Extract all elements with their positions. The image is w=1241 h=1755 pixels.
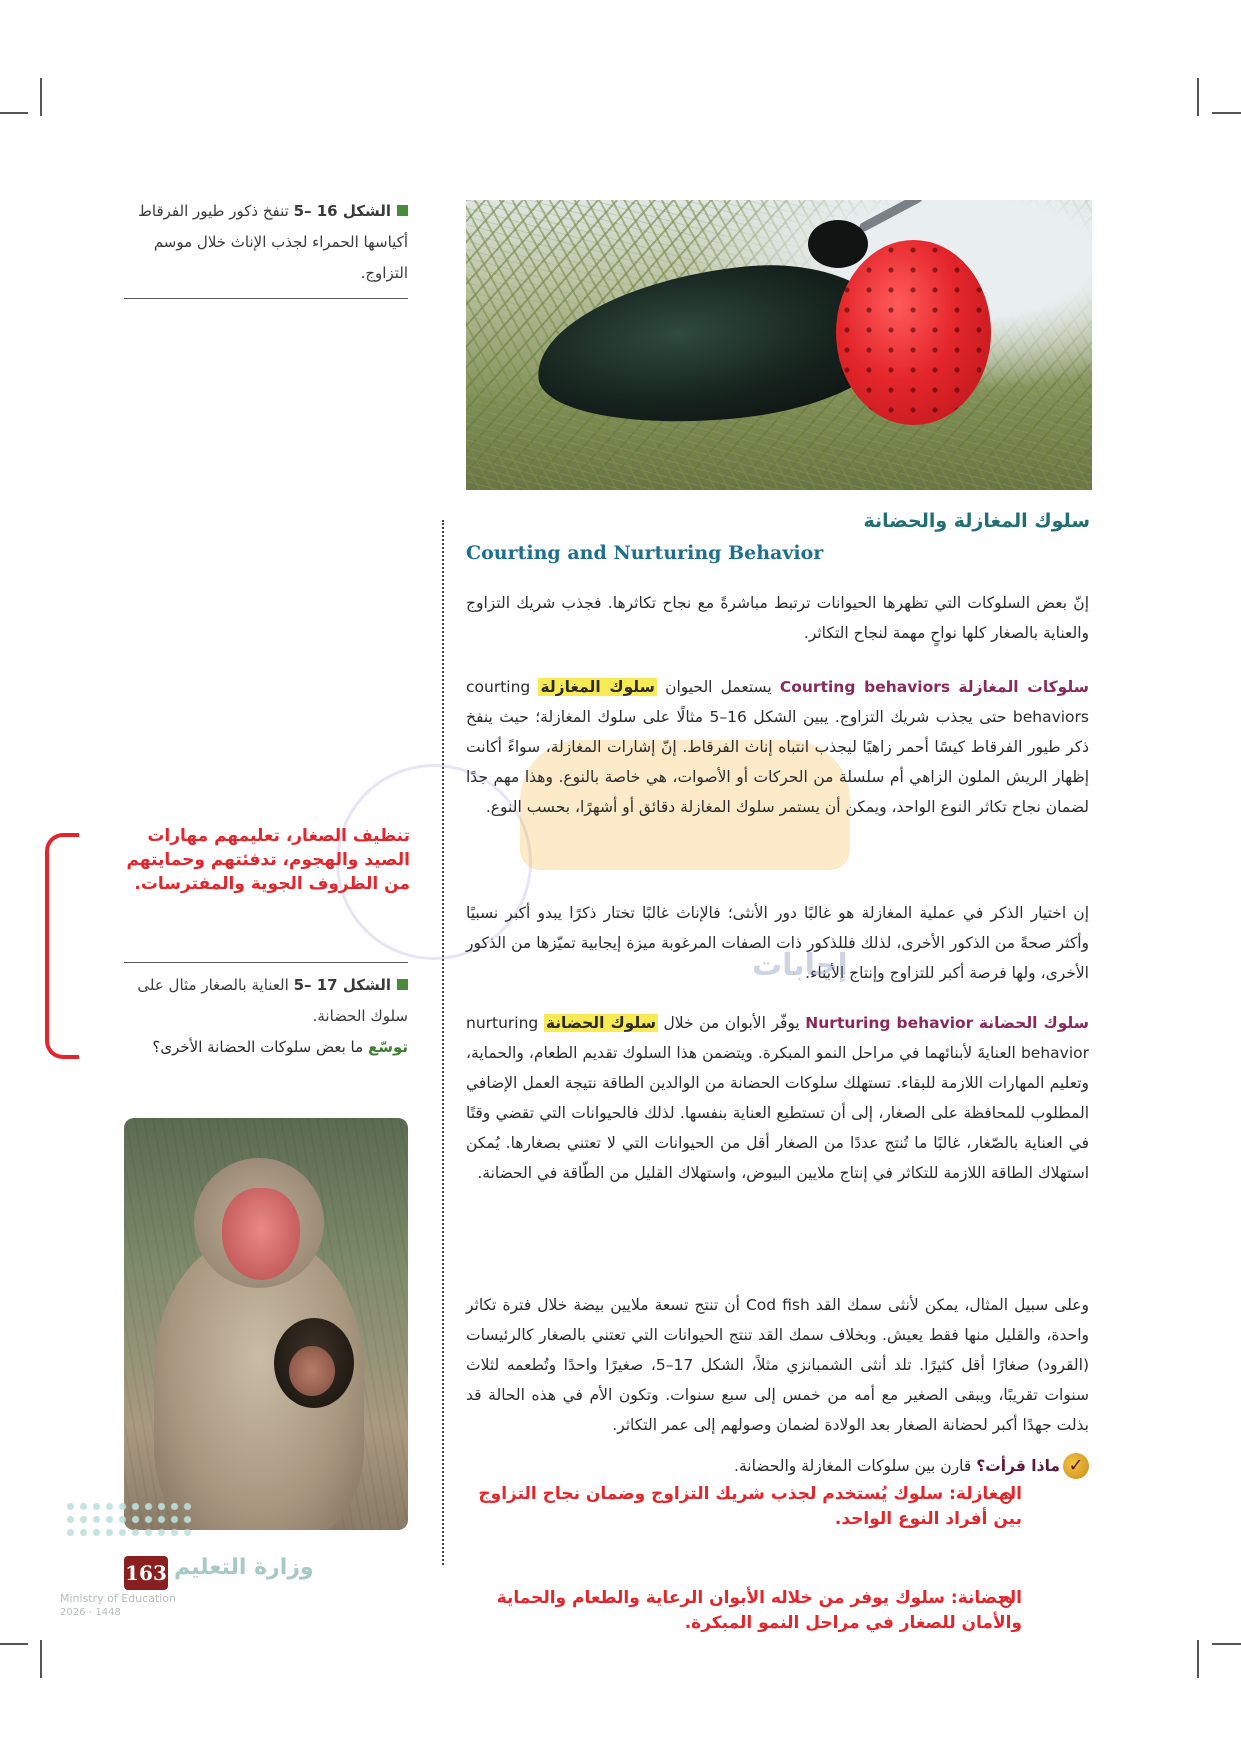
column-divider [442, 520, 444, 1565]
baby-baboon-face [289, 1346, 335, 1396]
ministry-logo-ar: وزارة التعليم [174, 1555, 314, 1580]
nurturing-lead: يوفّر الأبوان من خلال [663, 1014, 800, 1032]
expand-question-text: ما بعض سلوكات الحضانة الأخرى؟ [152, 1038, 364, 1056]
reading-check-question: قارن بين سلوكات المغازلة والحضانة. [734, 1457, 972, 1475]
frigatebird-photo [466, 200, 1092, 490]
section-title-en: Courting and Nurturing Behavior [466, 542, 824, 564]
page-number: 163 [124, 1556, 168, 1590]
caption-square-icon [397, 205, 408, 216]
ministry-logo-en: Ministry of Education [60, 1592, 177, 1605]
answer-courting: المغازلة: سلوك يُستخدم لجذب شريك التزاوج وضمان نجاح التزاوج بين أفراد النوع الواحد. [478, 1484, 1022, 1529]
courting-lead: يستعمل الحيوان [665, 678, 772, 696]
crop-mark [1212, 112, 1241, 114]
paragraph-cod-fish: وعلى سبيل المثال، يمكن لأنثى سمك القد Cod fish أن تنتج تسعة ملايين بيضة خلال فترة تكاثر واحدة، والقليل منها فقط يعيش. وبخلاف سمك القد تنتج الحيوانات التي تعتني بالصغار كالرئيسات (القرود) صغارًا أقل كثيرًا. تلد أنثى الشمبانزي مثلاً، الشكل 17–5، صغيرًا واحدًا وتُطعمه لثلاث سنوات تقريبًا، ويبقى الصغير مع أمه من خمس إلى سبع سنوات. وتكون الأم في هذه الحالة قد بذلت جهدًا أكبر لحضانة الصغار بعد الولادة لضمان وصولهم إلى عمر التكاثر. [466, 1296, 1089, 1434]
courting-term-ar: سلوكات المغازلة [958, 678, 1089, 696]
handwritten-answer: تنظيف الصغار، تعليمهم مهارات الصيد والهجوم، تدفئتهم وحمايتهم من الظروف الجوية والمفترسات. [126, 826, 410, 894]
bird-head [808, 220, 868, 268]
figure-16-caption [123, 196, 408, 289]
paragraph-nurturing [466, 1008, 1089, 1188]
expand-question [152, 1038, 408, 1056]
crop-mark [0, 1643, 28, 1645]
figure-16-label: الشكل 16 –5 [293, 202, 391, 220]
courting-rest: حتى يجذب شريك التزاوج. يبين الشكل 16–5 مثالًا على سلوك المغازلة؛ حيث ينفخ ذكر طيور الفرقاط كيسًا أحمر زاهيًا ليجذب انتباه إناث الفرقاط. إنّ إشارات المغازلة، سواءً أكانت إظهار الريش الملون الزاهي أم سلسلة من الحركات أو الأصوات، هي خاصة بالنوع. وهذا مهم جدًا لضمان نجاح تكاثر النوع الواحد، ويمكن أن يستمر سلوك المغازلة دقائق أو أشهرًا، بحسب النوع. [466, 708, 1089, 816]
crop-mark [1197, 78, 1199, 116]
paragraph-female-choice: إن اختيار الذكر في عملية المغازلة هو غالبًا دور الأنثى؛ فالإناث غالبًا تختار ذكرًا يبدو أكبر نسبيًا وأكثر صحةً من الذكور الأخرى، لذلك فللذكور ذات الصفات المرغوبة ميزة إيجابية تميّزها من الذكور الأخرى، ولها فرصة أكبر للتزاوج وإنتاج الأبناء. [466, 904, 1089, 982]
baboon-photo [124, 1118, 408, 1530]
nurturing-term-ar: سلوك الحضانة [978, 1014, 1089, 1032]
caption-rule [124, 962, 408, 963]
reading-check-icon: ✓ [1063, 1453, 1089, 1479]
caption-square-icon [397, 979, 408, 990]
answer-nurturing: الحضانة: سلوك يوفر من خلاله الأبوان الرعاية والطعام والحماية والأمان للصغار في مراحل النمو المبكرة. [496, 1588, 1022, 1633]
crop-mark [40, 1640, 42, 1678]
caption-rule [124, 298, 408, 299]
handwritten-bracket [45, 833, 79, 1059]
reading-check [734, 1452, 1060, 1480]
paragraph-courting [466, 672, 1089, 822]
nurturing-term-en: Nurturing behavior [805, 1014, 974, 1032]
figure-17-text: العناية بالصغار مثال على سلوك الحضانة. [137, 976, 408, 1025]
crop-mark [0, 112, 28, 114]
nurturing-highlight: سلوك الحضانة [545, 1014, 656, 1032]
reading-check-label: ماذا قرأت؟ [976, 1457, 1060, 1475]
bird-beak [858, 200, 924, 233]
figure-17-caption [123, 970, 408, 1063]
paragraph-intro: إنّ بعض السلوكات التي تظهرها الحيوانات ترتبط مباشرةً مع نجاح تكاثرها. فجذب شريك التزاوج والعناية بالصغار كلها نواحٍ مهمة لنجاح التكاثر. [466, 594, 1089, 642]
watermark-text: إجابات [752, 948, 848, 983]
nurturing-rest: العنايةَ لأبنائهما في مراحل النمو المبكرة. ويتضمن هذا السلوك تقديم الطعام، والحماية، وتعليم المهارات اللازمة للبقاء. تستهلك سلوكات الحضانة من الوالدين الطاقة نتيجة العمل الإضافي المطلوب للمحافظة على الصغار، إلى أن تستطيع العناية بنفسها. لذلك فالحيوانات التي تقضي وقتًا في العناية بالصّغار، غالبًا ما تُنتج عددًا من الصغار أقل من الحيوانات التي لا تعتني بصغارها. يُمكن استهلاك الطاقة اللازمة للتكاثر في إنتاج ملايين البيوض، واستهلاك القليل من الطّاقة في الحضانة. [466, 1044, 1089, 1182]
bird-red-pouch [836, 240, 991, 425]
courting-en-inline: courting behaviors [466, 678, 1089, 726]
figure-17-label: الشكل 17 –5 [293, 976, 391, 994]
crop-mark [1197, 1640, 1199, 1678]
ministry-logo-year: 2026 - 1448 [60, 1607, 121, 1618]
section-title-ar: سلوك المغازلة والحضانة [863, 510, 1090, 532]
crop-mark [1212, 1643, 1241, 1645]
figure-16-text: تنفخ ذكور طيور الفرقاط أكياسها الحمراء لجذب الإناث خلال موسم التزاوج. [138, 202, 408, 282]
nurturing-en-inline: nurturing behavior [466, 1014, 1089, 1062]
expand-label: توسّع [367, 1038, 408, 1056]
crop-mark [40, 78, 42, 116]
courting-term-en: Courting behaviors [779, 678, 951, 696]
ministry-logo-dots [64, 1500, 194, 1540]
baboon-face [222, 1188, 300, 1280]
courting-highlight: سلوك المغازلة [540, 678, 655, 696]
